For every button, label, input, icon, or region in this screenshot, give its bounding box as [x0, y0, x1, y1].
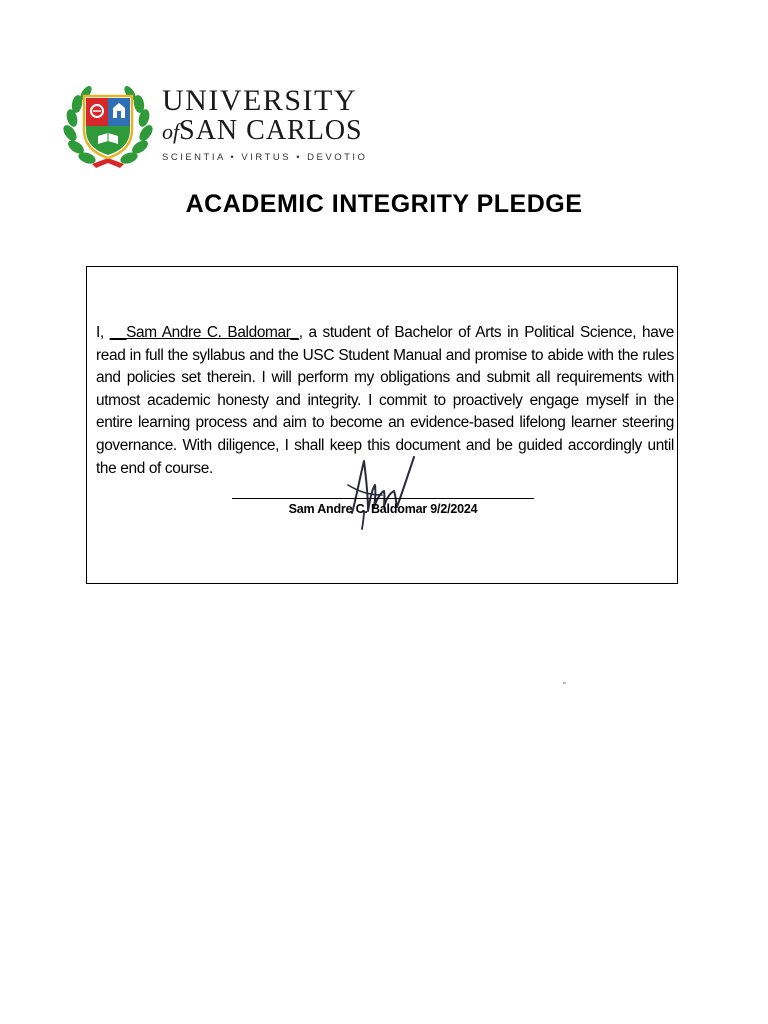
- university-motto: SCIENTIA • VIRTUS • DEVOTIO: [162, 152, 368, 163]
- pledge-prefix: I,: [96, 324, 110, 341]
- pledge-box: [86, 266, 678, 584]
- university-seal-icon: [62, 78, 154, 170]
- name-blank-after: _: [290, 324, 299, 341]
- name-blank-before: __: [109, 324, 127, 341]
- signature-line: [232, 498, 534, 499]
- handwritten-signature-icon: [342, 455, 422, 531]
- pledge-body: , a student of Bachelor of Arts in Political Science, have read in full the syllabus and the USC Student Manual and promise to abide with the rules and policies set therein. I will perform my obligations and submit all requirements with utmost academic honesty and integrity. I commit to proactively engage myself in the entire learning process and aim to become an evidence-based lifelong learner steering governance. With diligence, I shall keep this document and be guided accordingly until the end of course.: [96, 324, 675, 477]
- university-header: [62, 78, 382, 170]
- signature-caption: Sam Andre C. Baldomar 9/2/2024: [288, 502, 478, 516]
- document-title: ACADEMIC INTEGRITY PLEDGE: [185, 190, 583, 218]
- university-name-of: of: [162, 119, 180, 144]
- student-name-field: [110, 324, 299, 341]
- scan-speck: [563, 682, 566, 684]
- university-wordmark: [162, 86, 382, 165]
- university-name-line1: UNIVERSITY: [162, 84, 357, 117]
- student-name: Sam Andre C. Baldomar: [126, 324, 291, 341]
- university-name-line2: [162, 116, 382, 147]
- university-name-san-carlos: SAN CARLOS: [179, 115, 363, 146]
